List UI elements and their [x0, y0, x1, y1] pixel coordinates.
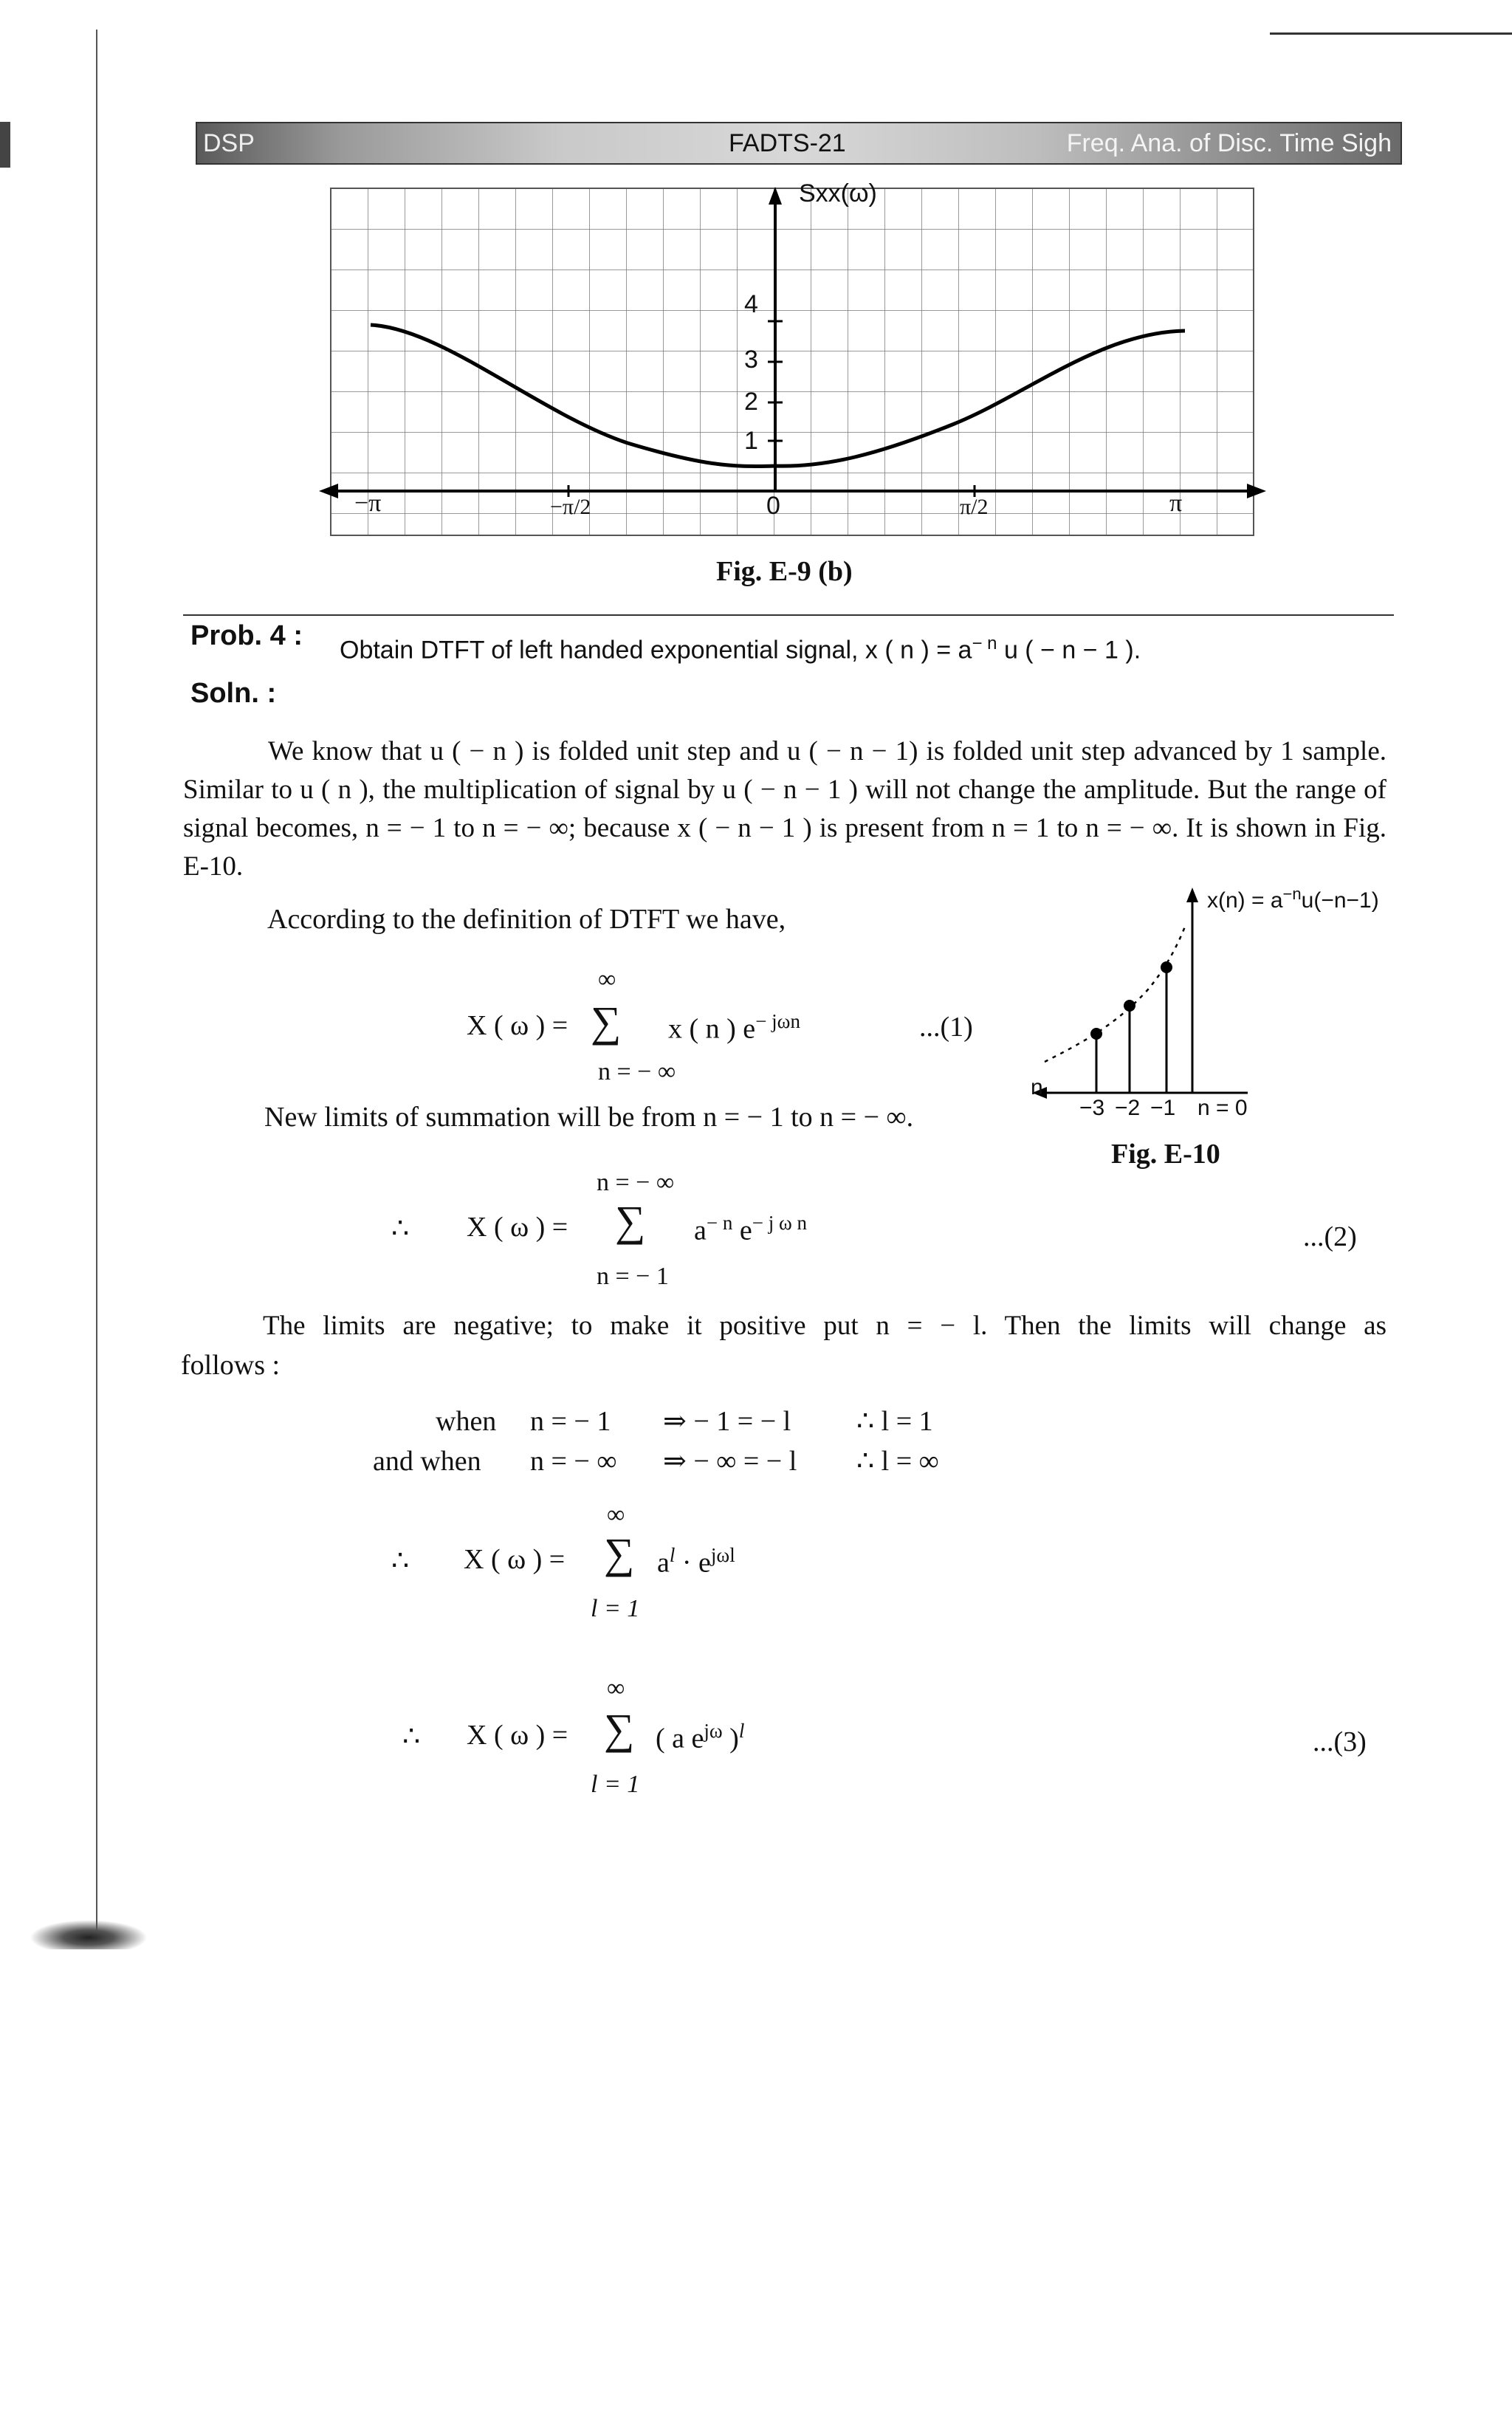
eq3-body-a: ( a e: [656, 1723, 704, 1754]
paragraph-1: [183, 732, 1386, 886]
top-rule: [1270, 32, 1512, 35]
prob-statement-sup: − n: [972, 634, 997, 653]
eq3-sigma: ∑: [604, 1705, 635, 1753]
cond1-b: ⇒ − 1 = − l: [663, 1406, 791, 1437]
eq3-body: [656, 1721, 744, 1753]
paragraph-4-tail: follows :: [181, 1350, 281, 1381]
eq3-lhs: X ( ω ) =: [467, 1720, 568, 1751]
fig-e9b-xtick-pi: π: [1169, 490, 1183, 517]
eq1-sup: − jωn: [755, 1010, 800, 1032]
eq1-number: ...(1): [919, 1012, 973, 1043]
eq3a-body-a: a: [657, 1547, 670, 1579]
eq2-lhs: X ( ω ) =: [467, 1212, 568, 1243]
eq2-number: ...(2): [1303, 1221, 1357, 1252]
eq3a-upper: ∞: [607, 1501, 625, 1528]
cond2-b: ⇒ − ∞ = − l: [663, 1446, 797, 1477]
running-header: [196, 122, 1402, 165]
fig-e10-dot-n-1: [1161, 961, 1172, 973]
header-center: FADTS-21: [729, 129, 846, 157]
fig-e10-tick-n0: n = 0: [1197, 1096, 1248, 1120]
fig-e10-envelope: [1045, 927, 1185, 1062]
header-left: DSP: [203, 129, 255, 157]
fig-e9b-ytick-4: 4: [744, 290, 758, 318]
eq3-lower: l = 1: [591, 1771, 640, 1798]
fig-e10-ylabel-text: x(n) = a: [1207, 888, 1283, 913]
cond2-pre: and when: [373, 1446, 481, 1477]
eq3-body-close: ): [722, 1723, 739, 1754]
soln-label: Soln. :: [190, 678, 277, 709]
eq3-sup1: jω: [704, 1720, 723, 1742]
cond1-c: ∴ l = 1: [856, 1406, 933, 1437]
paragraph-4-text: The limits are negative; to make it positive put n = − l. Then the limits will change as: [263, 1311, 1386, 1341]
fig-e10-y-arrow: [1186, 888, 1198, 902]
paragraph-4: [183, 1307, 1386, 1345]
fig-e10-dot-n-2: [1124, 1000, 1135, 1012]
fig-e10-tick-n-1: −1: [1150, 1096, 1176, 1120]
prob-statement: [340, 634, 1141, 665]
eq3a-therefore: ∴: [391, 1545, 410, 1576]
fig-e9b-ytick-3: 3: [744, 346, 758, 374]
fig-e9b-xtick-pi-half: π/2: [960, 495, 989, 519]
fig-e9b-xtick-neg-pi-half: −π/2: [550, 495, 591, 519]
section-rule: [183, 614, 1394, 616]
paragraph-3: New limits of summation will be from n = − 1 to n = − ∞.: [264, 1102, 914, 1133]
x-axis-arrow-left: [319, 484, 338, 498]
prob-statement-tail: u ( − n − 1 ).: [1003, 636, 1141, 665]
eq3a-sup2: jωl: [710, 1544, 735, 1566]
eq3a-sigma: ∑: [604, 1529, 635, 1577]
fig-e10-axis-label: n: [1031, 1075, 1043, 1099]
eq3a-lhs: X ( ω ) =: [464, 1544, 566, 1575]
fig-e9b-xtick-neg-pi: −π: [354, 490, 382, 517]
binding-shadow: [30, 1920, 148, 1949]
eq3a-sup1: l: [669, 1544, 676, 1566]
fig-e9b-caption: Fig. E-9 (b): [716, 556, 853, 587]
cond2-c: ∴ l = ∞: [856, 1446, 939, 1477]
fig-e9b-xtick-zero: 0: [766, 492, 780, 520]
fig-e9b-ylabel: Sxx(ω): [799, 179, 877, 207]
binding-margin-line: [96, 30, 97, 1935]
eq3a-lower: l = 1: [591, 1595, 640, 1622]
left-edge-mark: [0, 122, 10, 168]
fig-e10-ylabel-tail: u(−n−1): [1301, 888, 1379, 913]
eq3-therefore: ∴: [402, 1721, 421, 1752]
paragraph-2: According to the definition of DTFT we have,: [267, 904, 786, 935]
fig-e10-tick-n-2: −2: [1115, 1096, 1141, 1120]
eq3-sup2: l: [738, 1720, 745, 1742]
eq2-body: [694, 1213, 807, 1245]
prob-label: Prob. 4 :: [190, 620, 303, 651]
eq2-lower: n = − 1: [597, 1263, 669, 1290]
eq1-upper: ∞: [598, 966, 616, 993]
fig-e10-plot: [1026, 886, 1270, 1130]
eq2-sigma: ∑: [615, 1197, 646, 1245]
eq2-body-a: a: [694, 1215, 707, 1246]
fig-e9b-ytick-2: 2: [744, 388, 758, 416]
eq1-sigma: ∑: [591, 998, 622, 1046]
fig-e10-ylabel-sup: −n: [1282, 885, 1302, 903]
eq2-body-e: e: [739, 1215, 752, 1246]
eq1-body: [668, 1012, 800, 1043]
fig-e10-ylabel: [1207, 886, 1379, 912]
fig-e10-tick-n-3: −3: [1079, 1096, 1105, 1120]
eq1-body-text: x ( n ) e: [668, 1013, 756, 1045]
paragraph-1-text: We know that u ( − n ) is folded unit step and u ( − n − 1) is folded unit step advanced by 1 sample. Similar to u ( n ), the multiplication of signal by u ( − n − 1 ) will not change the amplitude. But the range of signal becomes, n = − 1 to n = − ∞; because x ( − n − 1 ) is present from n = 1 to n = − ∞. It is shown in Fig. E-10.: [183, 736, 1386, 882]
eq2-sup2: − j ω n: [752, 1212, 807, 1234]
eq1-lower: n = − ∞: [598, 1058, 676, 1085]
prob-statement-text: Obtain DTFT of left handed exponential signal, x ( n ) = a: [340, 636, 972, 665]
cond2-a: n = − ∞: [530, 1446, 617, 1477]
cond1-pre: when: [436, 1406, 497, 1437]
eq2-therefore: ∴: [391, 1213, 410, 1244]
eq2-sup1: − n: [706, 1212, 733, 1234]
eq3a-body: [657, 1545, 735, 1577]
fig-e9b-ytick-1: 1: [744, 427, 758, 455]
eq3-upper: ∞: [607, 1675, 625, 1702]
fig-e10-caption: Fig. E-10: [1111, 1139, 1220, 1170]
eq3a-body-e: · e: [675, 1547, 711, 1579]
eq1-lhs: X ( ω ) =: [467, 1010, 568, 1041]
fig-e9b-plot: [317, 181, 1270, 543]
cond1-a: n = − 1: [530, 1406, 611, 1437]
x-axis-arrow-right: [1247, 484, 1266, 498]
header-right: Freq. Ana. of Disc. Time Sigh: [1066, 129, 1392, 157]
eq3-number: ...(3): [1313, 1726, 1367, 1757]
eq2-upper: n = − ∞: [597, 1169, 675, 1196]
